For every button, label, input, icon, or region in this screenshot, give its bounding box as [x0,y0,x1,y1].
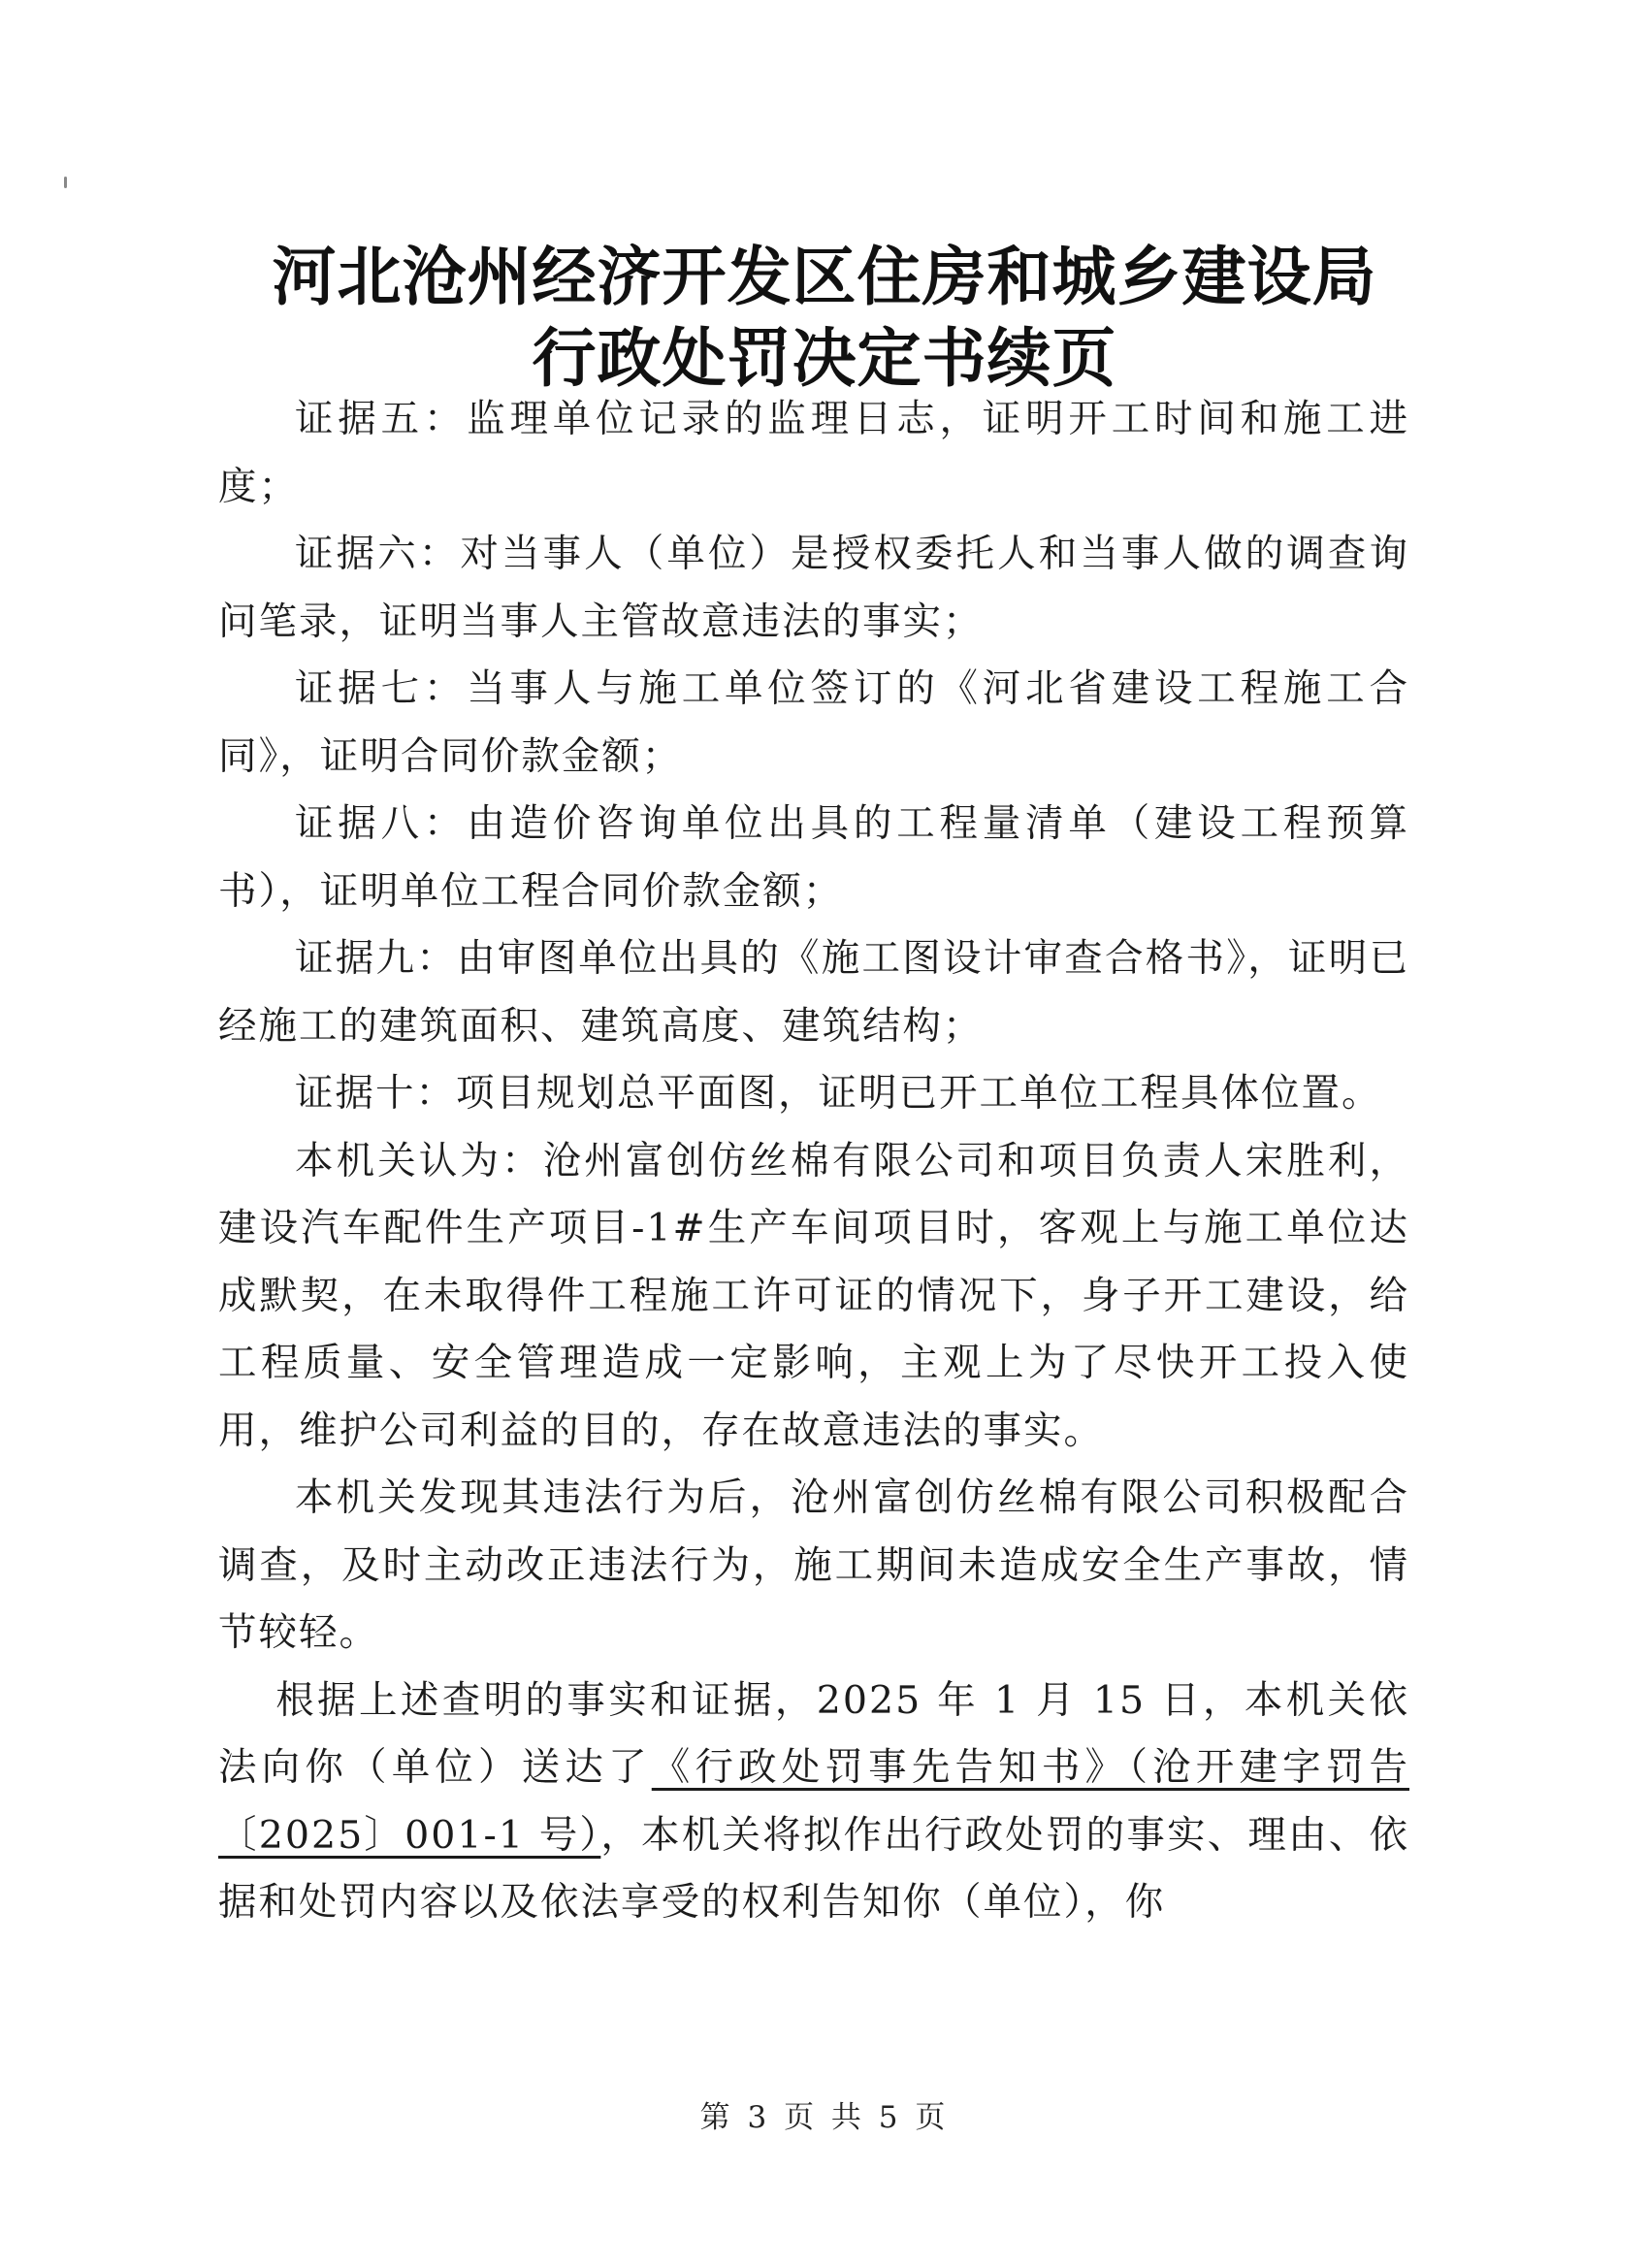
evidence-9-paragraph: 证据九：由审图单位出具的《施工图设计审查合格书》，证明已经施工的建筑面积、建筑高度、建筑结构； [218,936,1409,1049]
page-number-footer: 第 3 页 共 5 页 [699,2100,950,2135]
evidence-8-paragraph: 证据八：由造价咨询单位出具的工程量清单（建设工程预算书），证明单位工程合同价款金额； [218,801,1409,914]
cooperation-paragraph: 本机关发现其违法行为后，沧州富创仿丝棉有限公司积极配合调查，及时主动改正违法行为，施工期间未造成安全生产事故，情节较轻。 [218,1475,1409,1655]
notice-text-before: 根据上述查明的事实和证据，2025 年 1 月 15 日，本机关依法向你（单位）送达了 [218,1677,1409,1790]
evidence-6-paragraph: 证据六：对当事人（单位）是授权委托人和当事人做的调查询问笔录，证明当事人主管故意违法的事实； [218,532,1409,644]
authority-finding-paragraph: 本机关认为：沧州富创仿丝棉有限公司和项目负责人宋胜利，建设汽车配件生产项目-1#生产车间项目时，客观上与施工单位达成默契，在未取得件工程施工许可证的情况下，身子开工建设，给工程质量、安全管理造成一定影响，主观上为了尽快开工投入使用，维护公司利益的目的，存在故意违法的事实。 [218,1138,1409,1453]
notice-text-after: ，本机关将拟作出行政处罚的事实、理由、依据和处罚内容以及依法享受的权利告知你（单位），你 [218,1812,1410,1925]
evidence-10-paragraph: 证据十：项目规划总平面图，证明已开工单位工程具体位置。 [295,1071,1382,1116]
document-title-line2: 行政处罚决定书续页 [532,321,1117,396]
notice-paragraph [218,1668,1409,1937]
scan-speck [64,177,67,188]
notice-document-reference: 《行政处罚事先告知书》（沧开建字罚告〔2025〕001-1 号） [218,1745,1410,1858]
document-body [218,386,1409,1937]
document-title-line1: 河北沧州经济开发区住房和城乡建设局 [272,240,1377,314]
evidence-7-paragraph: 证据七：当事人与施工单位签订的《河北省建设工程施工合同》，证明合同价款金额； [218,666,1409,779]
evidence-5-paragraph: 证据五：监理单位记录的监理日志，证明开工时间和施工进度； [218,397,1409,509]
